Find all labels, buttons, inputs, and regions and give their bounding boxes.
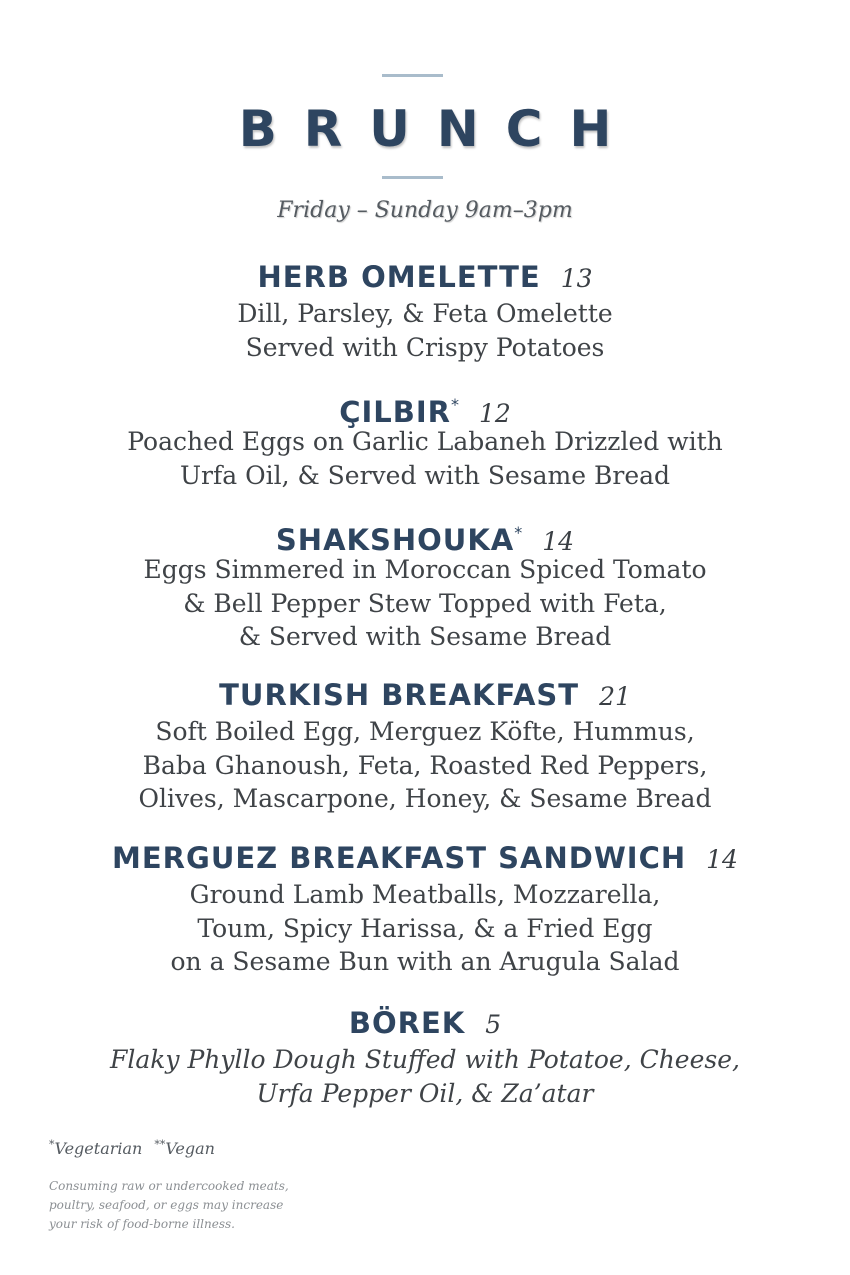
disclaimer-line: your risk of food-borne illness. bbox=[49, 1217, 235, 1231]
item-price: 14 bbox=[706, 845, 738, 874]
item-price: 13 bbox=[560, 264, 593, 293]
item-description-line: Ground Lamb Meatballs, Mozzarella, bbox=[189, 880, 661, 909]
item-name: TURKISH BREAKFAST bbox=[219, 678, 580, 712]
vegetarian-mark: * bbox=[514, 523, 523, 542]
item-description-line: Eggs Simmered in Moroccan Spiced Tomato bbox=[143, 555, 707, 584]
item-name: MERGUEZ BREAKFAST SANDWICH bbox=[112, 841, 687, 875]
item-price: 14 bbox=[542, 527, 575, 556]
disclaimer-line: poultry, seafood, or eggs may increase bbox=[49, 1198, 284, 1212]
item-description-line: Dill, Parsley, & Feta Omelette bbox=[237, 299, 613, 328]
item-header bbox=[0, 838, 850, 878]
bottom-divider bbox=[382, 176, 443, 179]
item-description-line: Toum, Spicy Harissa, & a Fried Egg bbox=[197, 913, 653, 943]
item-name: ÇILBIR bbox=[339, 395, 451, 429]
vegetarian-mark: * bbox=[450, 395, 459, 414]
vegetarian-legend-mark: * bbox=[49, 1138, 55, 1151]
menu-item-cilbir bbox=[0, 385, 850, 492]
vegan-legend-mark: ** bbox=[154, 1138, 166, 1151]
item-description-line: & Bell Pepper Stew Topped with Feta, bbox=[183, 588, 667, 618]
menu-item-merguez-breakfast-sandwich bbox=[0, 838, 850, 979]
vegan-legend-label: Vegan bbox=[165, 1139, 215, 1158]
menu-title: BRUNCH bbox=[238, 100, 639, 158]
item-description-line: Olives, Mascarpone, Honey, & Sesame Bread bbox=[138, 784, 712, 813]
menu-item-herb-omelette bbox=[0, 257, 850, 364]
item-header bbox=[0, 513, 850, 557]
item-name: BÖREK bbox=[348, 1006, 466, 1040]
menu-item-shakshouka bbox=[0, 513, 850, 654]
item-price: 5 bbox=[485, 1010, 502, 1039]
item-description-line: Baba Ghanoush, Feta, Roasted Red Peppers, bbox=[142, 750, 708, 780]
item-header bbox=[0, 385, 850, 429]
item-description-line: Soft Boiled Egg, Merguez Köfte, Hummus, bbox=[155, 717, 695, 746]
item-description-line: Served with Crispy Potatoes bbox=[245, 332, 605, 362]
item-name: SHAKSHOUKA bbox=[275, 523, 515, 557]
item-description-line: & Served with Sesame Bread bbox=[238, 622, 612, 651]
disclaimer-line: Consuming raw or undercooked meats, bbox=[49, 1179, 289, 1193]
vegetarian-legend-label: Vegetarian bbox=[54, 1139, 143, 1158]
item-description-line: Poached Eggs on Garlic Labaneh Drizzled with bbox=[127, 427, 723, 456]
item-name: HERB OMELETTE bbox=[257, 260, 541, 294]
food-safety-disclaimer bbox=[49, 1177, 289, 1234]
item-description-line: Urfa Oil, & Served with Sesame Bread bbox=[179, 460, 671, 490]
item-price: 21 bbox=[599, 682, 631, 711]
top-divider bbox=[382, 74, 443, 77]
item-price: 12 bbox=[478, 399, 511, 428]
item-header bbox=[0, 1003, 850, 1043]
item-description-line: Flaky Phyllo Dough Stuffed with Potatoe, Cheese, bbox=[110, 1045, 740, 1074]
item-header bbox=[0, 675, 850, 715]
menu-item-borek bbox=[0, 1003, 850, 1110]
item-header bbox=[0, 257, 850, 297]
item-description-line: Urfa Pepper Oil, & Za’atar bbox=[256, 1078, 594, 1108]
item-description-line: on a Sesame Bun with an Arugula Salad bbox=[170, 947, 680, 976]
dietary-legend bbox=[49, 1138, 215, 1158]
service-hours: Friday – Sunday 9am–3pm bbox=[277, 198, 573, 223]
menu-item-turkish-breakfast bbox=[0, 675, 850, 816]
